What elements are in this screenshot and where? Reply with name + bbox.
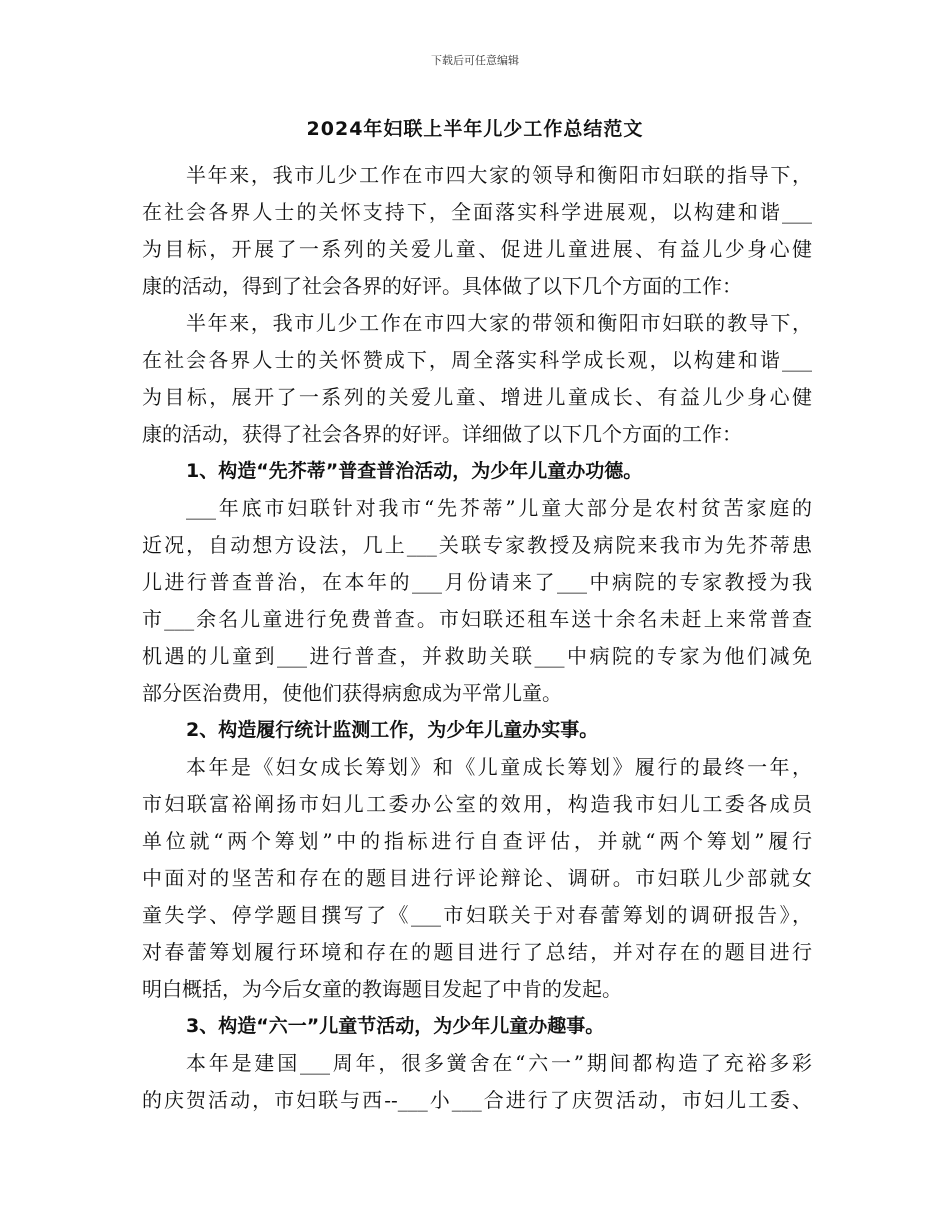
section-heading: 3、构造“六一”儿童节活动，为少年儿童办趣事。 <box>186 1015 605 1037</box>
paragraph-line: 单位就“两个筹划”中的指标进行自查评估，并就“两个筹划”履行 <box>142 829 812 853</box>
paragraph-line: 的庆贺活动，市妇联与西--___小___合进行了庆贺活动，市妇儿工委、 <box>142 1088 812 1112</box>
paragraph-line: 半年来，我市儿少工作在市四大家的领导和衡阳市妇联的指导下， <box>186 163 812 187</box>
section-heading: 2、构造履行统计监测工作，为少年儿童办实事。 <box>186 719 599 741</box>
paragraph-line: 本年是《妇女成长筹划》和《儿童成长筹划》履行的最终一年， <box>186 755 812 779</box>
paragraph-line: 在社会各界人士的关怀支持下，全面落实科学进展观，以构建和谐___ <box>142 200 812 224</box>
paragraph-line: ___年底市妇联针对我市“先芥蒂”儿童大部分是农村贫苦家庭的 <box>186 496 812 520</box>
paragraph-line: 明白概括，为今后女童的教诲题目发起了中肯的发起。 <box>142 977 622 1001</box>
paragraph-line: 童失学、停学题目撰写了《___市妇联关于对春蕾筹划的调研报告》， <box>142 903 812 927</box>
paragraph-line: 为目标，展开了一系列的关爱儿童、增进儿童成长、有益儿少身心健 <box>142 385 812 409</box>
paragraph-line: 市___余名儿童进行免费普查。市妇联还租车送十余名未赶上来常普查 <box>142 607 812 631</box>
paragraph-line: 近况，自动想方设法，几上___关联专家教授及病院来我市为先芥蒂患 <box>142 533 812 557</box>
paragraph-line: 机遇的儿童到___进行普查，并救助关联___中病院的专家为他们减免 <box>142 644 812 668</box>
paragraph-line: 对春蕾筹划履行环境和存在的题目进行了总结，并对存在的题目进行 <box>142 940 812 964</box>
paragraph-line: 半年来，我市儿少工作在市四大家的带领和衡阳市妇联的教导下， <box>186 311 812 335</box>
paragraph-line: 部分医治费用，使他们获得病愈成为平常儿童。 <box>142 681 562 705</box>
document-body <box>142 157 812 1119</box>
paragraph-line: 康的活动，得到了社会各界的好评。具体做了以下几个方面的工作： <box>142 274 742 298</box>
paragraph-line: 康的活动，获得了社会各界的好评。详细做了以下几个方面的工作： <box>142 422 742 446</box>
section-heading: 1、构造“先芥蒂”普查普治活动，为少年儿童办功德。 <box>186 460 643 482</box>
paragraph-line: 中面对的坚苦和存在的题目进行评论辩论、调研。市妇联儿少部就女 <box>142 866 812 890</box>
paragraph-line: 为目标，开展了一系列的关爱儿童、促进儿童进展、有益儿少身心健 <box>142 237 812 261</box>
header-note: 下载后可任意编辑 <box>431 54 519 67</box>
paragraph-line: 市妇联富裕阐扬市妇儿工委办公室的效用，构造我市妇儿工委各成员 <box>142 792 812 816</box>
paragraph-line: 在社会各界人士的关怀赞成下，周全落实科学成长观，以构建和谐___ <box>142 348 812 372</box>
document-title: 2024年妇联上半年儿少工作总结范文 <box>306 118 644 140</box>
paragraph-line: 本年是建国___周年，很多黉舍在“六一”期间都构造了充裕多彩 <box>186 1051 812 1075</box>
paragraph-line: 儿进行普查普治，在本年的___月份请来了___中病院的专家教授为我 <box>142 570 812 594</box>
